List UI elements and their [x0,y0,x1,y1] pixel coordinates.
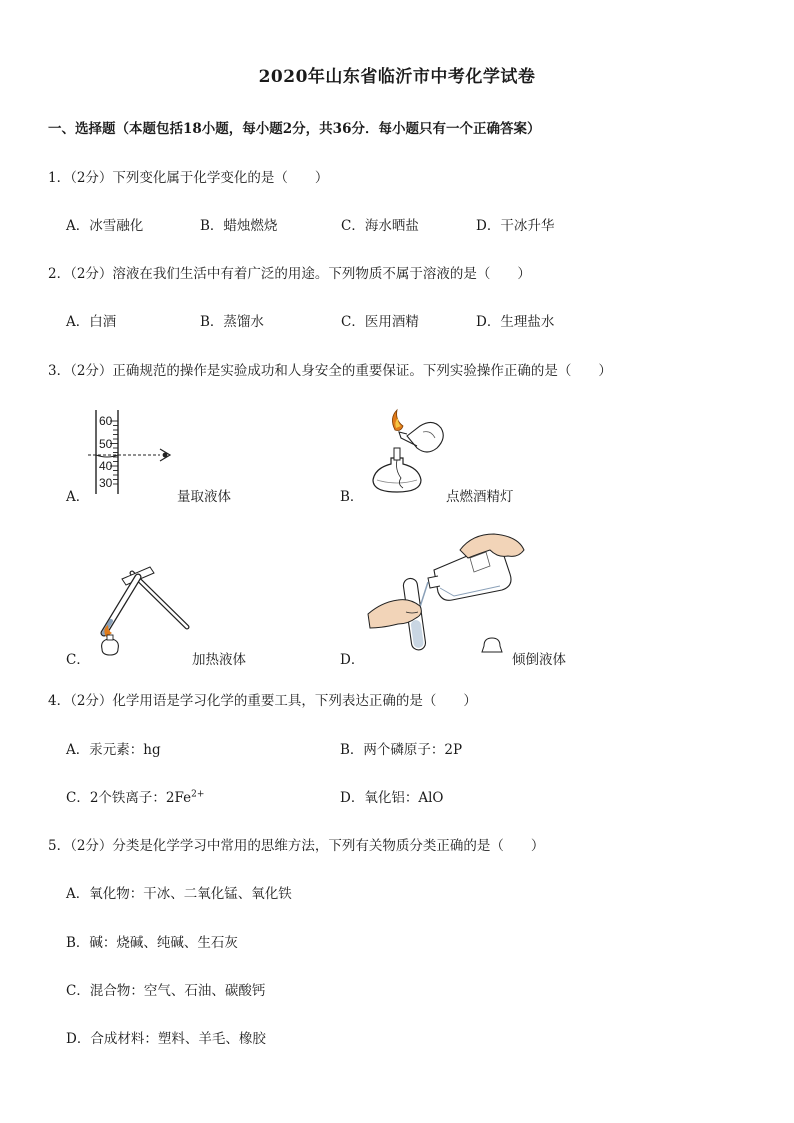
q3-option-b-letter: B． [340,489,364,505]
q2-option-a: A．白酒 [66,314,117,330]
q1-option-a: A．冰雪融化 [66,218,144,234]
q4-option-c-charge: 2+ [191,789,205,800]
q3-option-d-letter: D． [340,652,365,668]
q3-option-c-letter: C． [66,652,90,668]
q2-option-b: B．蒸馏水 [200,314,264,330]
page-title: 2020年山东省临沂市中考化学试卷 [258,67,536,87]
q2-option-c: C．医用酒精 [341,314,419,330]
scale-label-60: 60 [99,414,113,428]
question-1-stem: 1．（2分）下列变化属于化学变化的是（ ） [48,170,329,186]
q5-option-c: C．混合物：空气、石油、碳酸钙 [66,983,266,999]
heating-liquid-illustration [92,563,192,663]
q4-option-a: A．汞元素：hg [66,742,161,758]
q1-option-b: B．蜡烛燃烧 [200,218,278,234]
scale-label-30: 30 [99,476,113,490]
q4-option-d: D．氧化铝：AlO [340,790,444,806]
q2-option-d: D．生理盐水 [476,314,555,330]
q3-option-a-caption: 量取液体 [177,489,231,505]
question-5-stem: 5．（2分）分类是化学学习中常用的思维方法，下列有关物质分类正确的是（ ） [48,838,545,854]
scale-label-50: 50 [99,437,113,451]
section-heading: 一、选择题（本题包括18小题，每小题2分，共36分．每小题只有一个正确答案） [48,121,541,137]
q5-option-b: B．碱：烧碱、纯碱、生石灰 [66,935,238,951]
q4-option-b: B．两个磷原子：2P [340,742,463,758]
q3-option-c-caption: 加热液体 [192,652,246,668]
q3-option-d-caption: 倾倒液体 [512,652,566,668]
q5-option-d: D．合成材料：塑料、羊毛、橡胶 [66,1031,266,1047]
q1-option-d: D．干冰升华 [476,218,555,234]
scale-label-40: 40 [99,459,113,473]
alcohol-lamp-lighting-illustration [365,408,450,498]
question-3-stem: 3．（2分）正确规范的操作是实验成功和人身安全的重要保证。下列实验操作正确的是（ ） [48,363,612,379]
q5-option-a: A．氧化物：干冰、二氧化锰、氧化铁 [66,886,292,902]
question-2-stem: 2．（2分）溶液在我们生活中有着广泛的用途。下列物质不属于溶液的是（ ） [48,266,531,282]
q1-option-c: C．海水晒盐 [341,218,419,234]
q4-option-c [66,786,204,806]
q4-option-c-text: C．2个铁离子：2Fe [66,790,192,806]
q3-option-b-caption: 点燃酒精灯 [446,489,514,505]
q3-option-a-letter: A． [66,489,90,505]
question-4-stem: 4．（2分）化学用语是学习化学的重要工具，下列表达正确的是（ ） [48,693,477,709]
pouring-liquid-illustration [368,528,528,663]
